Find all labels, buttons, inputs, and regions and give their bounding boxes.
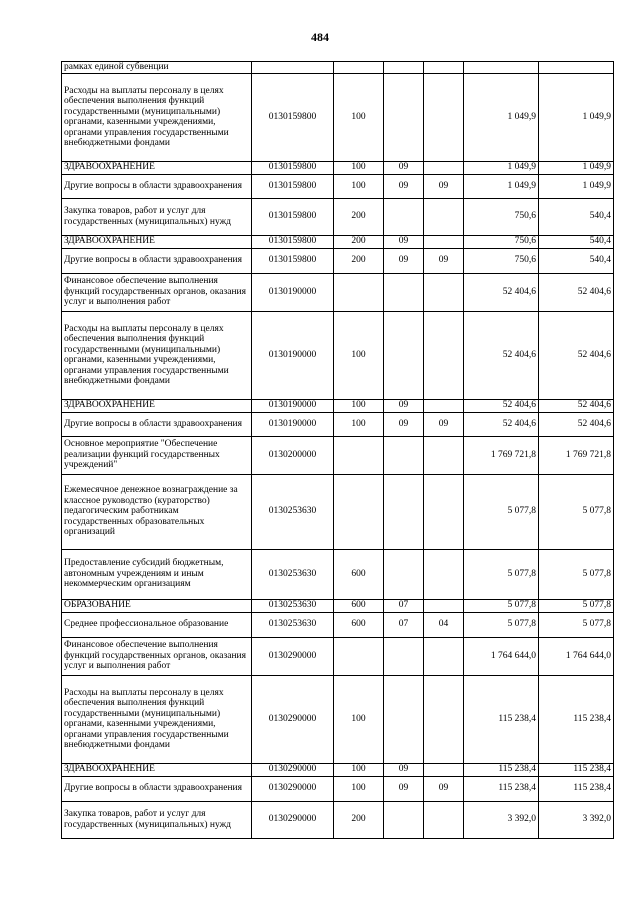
row-target-code: 0130159800: [252, 235, 334, 248]
row-sum-1: 3 392,0: [464, 801, 539, 838]
row-target-code: 0130159800: [252, 174, 334, 198]
row-target-code: 0130190000: [252, 399, 334, 412]
row-target-code: 0130290000: [252, 675, 334, 763]
row-subsection: [424, 436, 464, 474]
row-sum-2: 1 764 644,0: [539, 637, 614, 675]
row-target-code: 0130190000: [252, 273, 334, 311]
table-row: [62, 549, 614, 599]
row-subsection: [424, 399, 464, 412]
row-name: рамках единой субвенции: [62, 62, 252, 74]
row-sum-1: 750,6: [464, 198, 539, 235]
table-row: [62, 436, 614, 474]
row-section: [384, 549, 424, 599]
row-sum-2: 540,4: [539, 235, 614, 248]
row-target-code: 0130190000: [252, 412, 334, 436]
row-target-code: 0130290000: [252, 763, 334, 776]
row-sum-2: 115 238,4: [539, 763, 614, 776]
row-name: Расходы на выплаты персоналу в целях обеспечения выполнения функций государственными (муниципальными) органами, казенными учреждениями, органами управления государственными внебюджетными фондами: [62, 73, 252, 161]
row-sum-2: 5 077,8: [539, 549, 614, 599]
row-subsection: [424, 62, 464, 74]
row-sum-2: 3 392,0: [539, 801, 614, 838]
row-sum-1: 115 238,4: [464, 675, 539, 763]
row-subsection: [424, 161, 464, 174]
row-target-code: 0130253630: [252, 549, 334, 599]
row-name: Предоставление субсидий бюджетным, автономным учреждениям и иным некоммерческим организациям: [62, 549, 252, 599]
row-name: ЗДРАВООХРАНЕНИЕ: [62, 161, 252, 174]
table-row: [62, 174, 614, 198]
row-name: ЗДРАВООХРАНЕНИЕ: [62, 235, 252, 248]
row-sum-1: 1 769 721,8: [464, 436, 539, 474]
row-section: 09: [384, 161, 424, 174]
table-row: [62, 198, 614, 235]
table-row: [62, 776, 614, 801]
table-row: [62, 612, 614, 637]
row-sum-2: 1 049,9: [539, 73, 614, 161]
row-target-code: 0130159800: [252, 248, 334, 273]
table-row: [62, 273, 614, 311]
row-expense-type: 100: [334, 73, 384, 161]
row-expense-type: 100: [334, 311, 384, 399]
row-section: 09: [384, 412, 424, 436]
row-name: Расходы на выплаты персоналу в целях обеспечения выполнения функций государственными (муниципальными) органами, казенными учреждениями, органами управления государственными внебюджетными фондами: [62, 311, 252, 399]
row-expense-type: [334, 273, 384, 311]
row-sum-1: 1 049,9: [464, 73, 539, 161]
row-section: [384, 801, 424, 838]
row-sum-2: 5 077,8: [539, 612, 614, 637]
row-sum-1: 52 404,6: [464, 399, 539, 412]
row-section: [384, 436, 424, 474]
table-row: [62, 161, 614, 174]
row-sum-2: 5 077,8: [539, 474, 614, 549]
row-sum-2: 1 049,9: [539, 174, 614, 198]
row-sum-1: 5 077,8: [464, 474, 539, 549]
row-expense-type: 200: [334, 198, 384, 235]
row-name: Финансовое обеспечение выполнения функций государственных органов, оказания услуг и выполнения работ: [62, 637, 252, 675]
row-name: Другие вопросы в области здравоохранения: [62, 248, 252, 273]
row-target-code: 0130253630: [252, 612, 334, 637]
row-target-code: 0130190000: [252, 311, 334, 399]
row-section: [384, 311, 424, 399]
row-name: Закупка товаров, работ и услуг для государственных (муниципальных) нужд: [62, 801, 252, 838]
row-expense-type: 100: [334, 161, 384, 174]
row-section: 09: [384, 763, 424, 776]
row-section: [384, 637, 424, 675]
table-row: [62, 62, 614, 74]
row-subsection: [424, 549, 464, 599]
table-row: [62, 248, 614, 273]
row-subsection: [424, 474, 464, 549]
row-subsection: 09: [424, 248, 464, 273]
row-target-code: [252, 62, 334, 74]
row-sum-2: 52 404,6: [539, 311, 614, 399]
table-row: [62, 399, 614, 412]
row-section: [384, 62, 424, 74]
table-row: [62, 637, 614, 675]
row-section: [384, 474, 424, 549]
row-sum-1: 115 238,4: [464, 763, 539, 776]
row-section: 09: [384, 399, 424, 412]
row-sum-2: 52 404,6: [539, 273, 614, 311]
row-subsection: 09: [424, 412, 464, 436]
row-expense-type: 100: [334, 776, 384, 801]
row-name: Ежемесячное денежное вознаграждение за классное руководство (кураторство) педагогическим работникам государственных образовательных организаций: [62, 474, 252, 549]
row-expense-type: 100: [334, 399, 384, 412]
row-target-code: 0130253630: [252, 474, 334, 549]
row-name: Другие вопросы в области здравоохранения: [62, 776, 252, 801]
row-name: Основное мероприятие "Обеспечение реализации функций государственных учреждений": [62, 436, 252, 474]
row-sum-2: 1 769 721,8: [539, 436, 614, 474]
row-section: 09: [384, 776, 424, 801]
row-subsection: [424, 273, 464, 311]
row-sum-1: 1 049,9: [464, 174, 539, 198]
row-subsection: [424, 73, 464, 161]
row-target-code: 0130290000: [252, 776, 334, 801]
row-section: 09: [384, 248, 424, 273]
row-section: 09: [384, 235, 424, 248]
row-subsection: [424, 198, 464, 235]
row-target-code: 0130253630: [252, 599, 334, 612]
row-section: [384, 273, 424, 311]
row-expense-type: [334, 62, 384, 74]
row-name: Финансовое обеспечение выполнения функций государственных органов, оказания услуг и выполнения работ: [62, 273, 252, 311]
row-sum-2: 1 049,9: [539, 161, 614, 174]
row-target-code: 0130159800: [252, 161, 334, 174]
row-expense-type: 100: [334, 412, 384, 436]
row-sum-2: 52 404,6: [539, 399, 614, 412]
row-target-code: 0130159800: [252, 198, 334, 235]
row-expense-type: 100: [334, 174, 384, 198]
row-target-code: 0130290000: [252, 801, 334, 838]
row-sum-2: [539, 62, 614, 74]
row-target-code: 0130200000: [252, 436, 334, 474]
row-sum-1: 52 404,6: [464, 273, 539, 311]
page-number: 484: [311, 30, 329, 44]
row-sum-2: 540,4: [539, 248, 614, 273]
row-expense-type: 100: [334, 675, 384, 763]
row-sum-2: 540,4: [539, 198, 614, 235]
row-expense-type: 600: [334, 599, 384, 612]
row-sum-1: 52 404,6: [464, 412, 539, 436]
row-name: ЗДРАВООХРАНЕНИЕ: [62, 399, 252, 412]
row-section: [384, 73, 424, 161]
row-sum-2: 5 077,8: [539, 599, 614, 612]
table-row: [62, 763, 614, 776]
row-name: ЗДРАВООХРАНЕНИЕ: [62, 763, 252, 776]
row-expense-type: 200: [334, 248, 384, 273]
table-row: [62, 801, 614, 838]
row-target-code: 0130159800: [252, 73, 334, 161]
row-expense-type: [334, 474, 384, 549]
table-row: [62, 73, 614, 161]
row-expense-type: 600: [334, 612, 384, 637]
row-name: Расходы на выплаты персоналу в целях обеспечения выполнения функций государственными (муниципальными) органами, казенными учреждениями, органами управления государственными внебюджетными фондами: [62, 675, 252, 763]
table-row: [62, 599, 614, 612]
row-expense-type: 600: [334, 549, 384, 599]
row-sum-1: 750,6: [464, 248, 539, 273]
row-subsection: [424, 801, 464, 838]
row-subsection: [424, 637, 464, 675]
row-section: 07: [384, 612, 424, 637]
row-subsection: 04: [424, 612, 464, 637]
table-row: [62, 675, 614, 763]
row-sum-2: 52 404,6: [539, 412, 614, 436]
table-row: [62, 412, 614, 436]
row-subsection: [424, 675, 464, 763]
row-sum-2: 115 238,4: [539, 776, 614, 801]
row-sum-1: [464, 62, 539, 74]
row-sum-2: 115 238,4: [539, 675, 614, 763]
row-sum-1: 1 049,9: [464, 161, 539, 174]
row-expense-type: 200: [334, 235, 384, 248]
row-sum-1: 750,6: [464, 235, 539, 248]
row-name: ОБРАЗОВАНИЕ: [62, 599, 252, 612]
row-expense-type: [334, 436, 384, 474]
row-subsection: 09: [424, 174, 464, 198]
table-row: [62, 474, 614, 549]
row-sum-1: 5 077,8: [464, 549, 539, 599]
row-section: 07: [384, 599, 424, 612]
row-section: 09: [384, 174, 424, 198]
row-section: [384, 675, 424, 763]
row-target-code: 0130290000: [252, 637, 334, 675]
row-name: Другие вопросы в области здравоохранения: [62, 174, 252, 198]
row-sum-1: 5 077,8: [464, 612, 539, 637]
row-expense-type: [334, 637, 384, 675]
budget-table: [61, 61, 614, 839]
row-subsection: [424, 763, 464, 776]
row-name: Среднее профессиональное образование: [62, 612, 252, 637]
table-row: [62, 311, 614, 399]
row-subsection: 09: [424, 776, 464, 801]
row-name: Другие вопросы в области здравоохранения: [62, 412, 252, 436]
row-subsection: [424, 599, 464, 612]
row-section: [384, 198, 424, 235]
row-sum-1: 5 077,8: [464, 599, 539, 612]
row-sum-1: 1 764 644,0: [464, 637, 539, 675]
row-sum-1: 52 404,6: [464, 311, 539, 399]
row-name: Закупка товаров, работ и услуг для государственных (муниципальных) нужд: [62, 198, 252, 235]
row-expense-type: 100: [334, 763, 384, 776]
table-row: [62, 235, 614, 248]
row-sum-1: 115 238,4: [464, 776, 539, 801]
row-subsection: [424, 311, 464, 399]
row-expense-type: 200: [334, 801, 384, 838]
row-subsection: [424, 235, 464, 248]
